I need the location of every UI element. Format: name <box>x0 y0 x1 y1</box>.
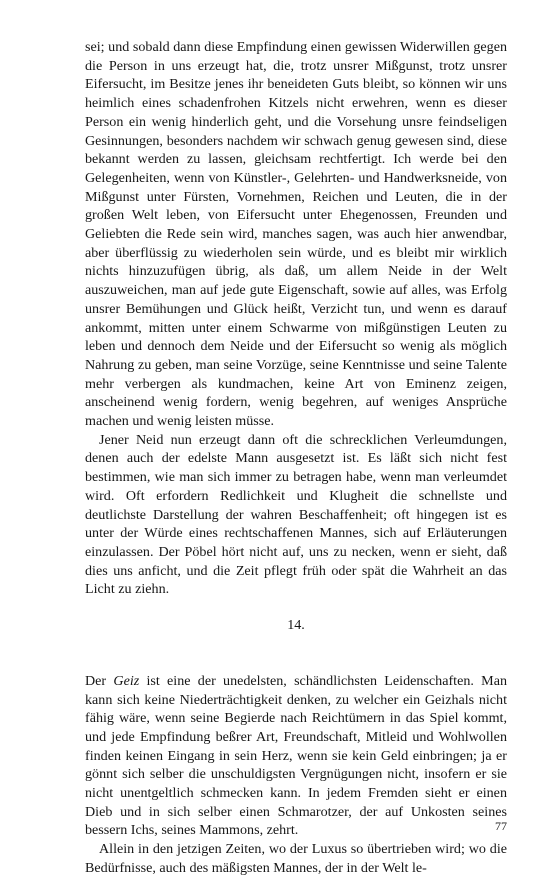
page-number: 77 <box>495 819 507 833</box>
section-number: 14. <box>287 617 305 634</box>
section-rest: ist eine der unedelsten, schändlichsten Leidenschaften. Man kann sich keine Niederträchtigkeit denken, zu welcher ein Geizhals nicht fähig wäre, wenn seine Begierde nach Reichtümern in das Spiel kommt, und jede Empfindung beßrer Art, Freundschaft, Mitleid und Wohlwollen finden keinen Eingang in sein Herz, wenn sie kein Geld einbringen; ja er gönnt sich selber die unschuldigsten Vergnügungen nicht, insofern er sie nicht unentgeltlich schmecken kann. In jedem Fremden sieht er einen Dieb und in sich selber einen Schmarotzer, der auf Unkosten seines bessern Ichs, seines Mammons, zehrt. <box>85 672 507 839</box>
paragraph-1: sei; und sobald dann diese Empfindung einen gewissen Widerwillen gegen die Person in uns erzeugt hat, die, trotz unsrer Mißgunst, trotz unsrer Eifersucht, im Besitze jenes ihr beneideten Guts bleibt, so können wir uns heimlich eines schadenfrohen Kitzels nicht erwehren, wenn es dieser Person ein wenig hinderlich geht, und die Vorsehung unsre feindseligen Gesinnungen, besonders nachdem wir schwach genug gewesen sind, diese bekannt werden zu lassen, gleichsam rechtfertigt. Ich werde bei den Gelegenheiten, wenn von Künstler-, Gelehrten- und Handwerksneide, von Mißgunst unter Fürsten, Vornehmen, Reichen und Leuten, die in der großen Welt leben, von Eifersucht unter Ehegenossen, Freunden und Geliebten die Rede sein wird, manches sagen, was auch hier anwendbar, aber überflüssig zu wiederholen sein würde, und es bleibt mir wirklich nichts hinzuzufügen übrig, als daß, um allem Neide in der Welt auszuweichen, man auf jede gute Eigenschaft, sowie auf alles, was Erfolg unsrer Bemühungen und Glück heißt, Verzicht tun, und wenn es darauf ankommt, mitten unter einem Schwarme von mißgünstigen Leuten zu leben und dennoch dem Neide und der Eifersucht so wenig als möglich Nahrung zu geben, man seine Vorzüge, seine Kenntnisse und seine Talente mehr verbergen als kundmachen, keine Art von Eminenz zeigen, anscheinend wenig fordern, wenig begehren, auf weniges Ansprüche machen und wenig leisten müsse. <box>85 39 507 430</box>
section-keyword: Geiz <box>113 672 140 689</box>
paragraph-4: Allein in den jetzigen Zeiten, wo der Luxus so übertrieben wird; wo die Bedürfnisse, auch des mäßigsten Mannes, der in der Welt le- <box>85 841 507 876</box>
page-body <box>85 38 507 878</box>
paragraph-3 <box>85 672 507 840</box>
paragraph-2: Jener Neid nun erzeugt dann oft die schrecklichen Verleumdungen, denen auch der edelste Mann ausgesetzt ist. Es läßt sich nicht fest bestimmen, wie man sich immer zu betragen habe, wenn man verleumdet wird. Oft erfordern Redlichkeit und Klugheit die schnellste und deutlichste Darstellung der wahren Beschaffenheit; oft hingegen ist es unter der Würde eines rechtschaffenen Mannes, sich auf Erläuterungen einzulassen. Der Pöbel hört nicht auf, uns zu necken, wenn er sieht, daß dies uns anficht, und die Zeit pflegt früh oder spät die Wahrheit an das Licht zu ziehn. <box>85 431 507 598</box>
section-intro: Der <box>85 672 114 689</box>
